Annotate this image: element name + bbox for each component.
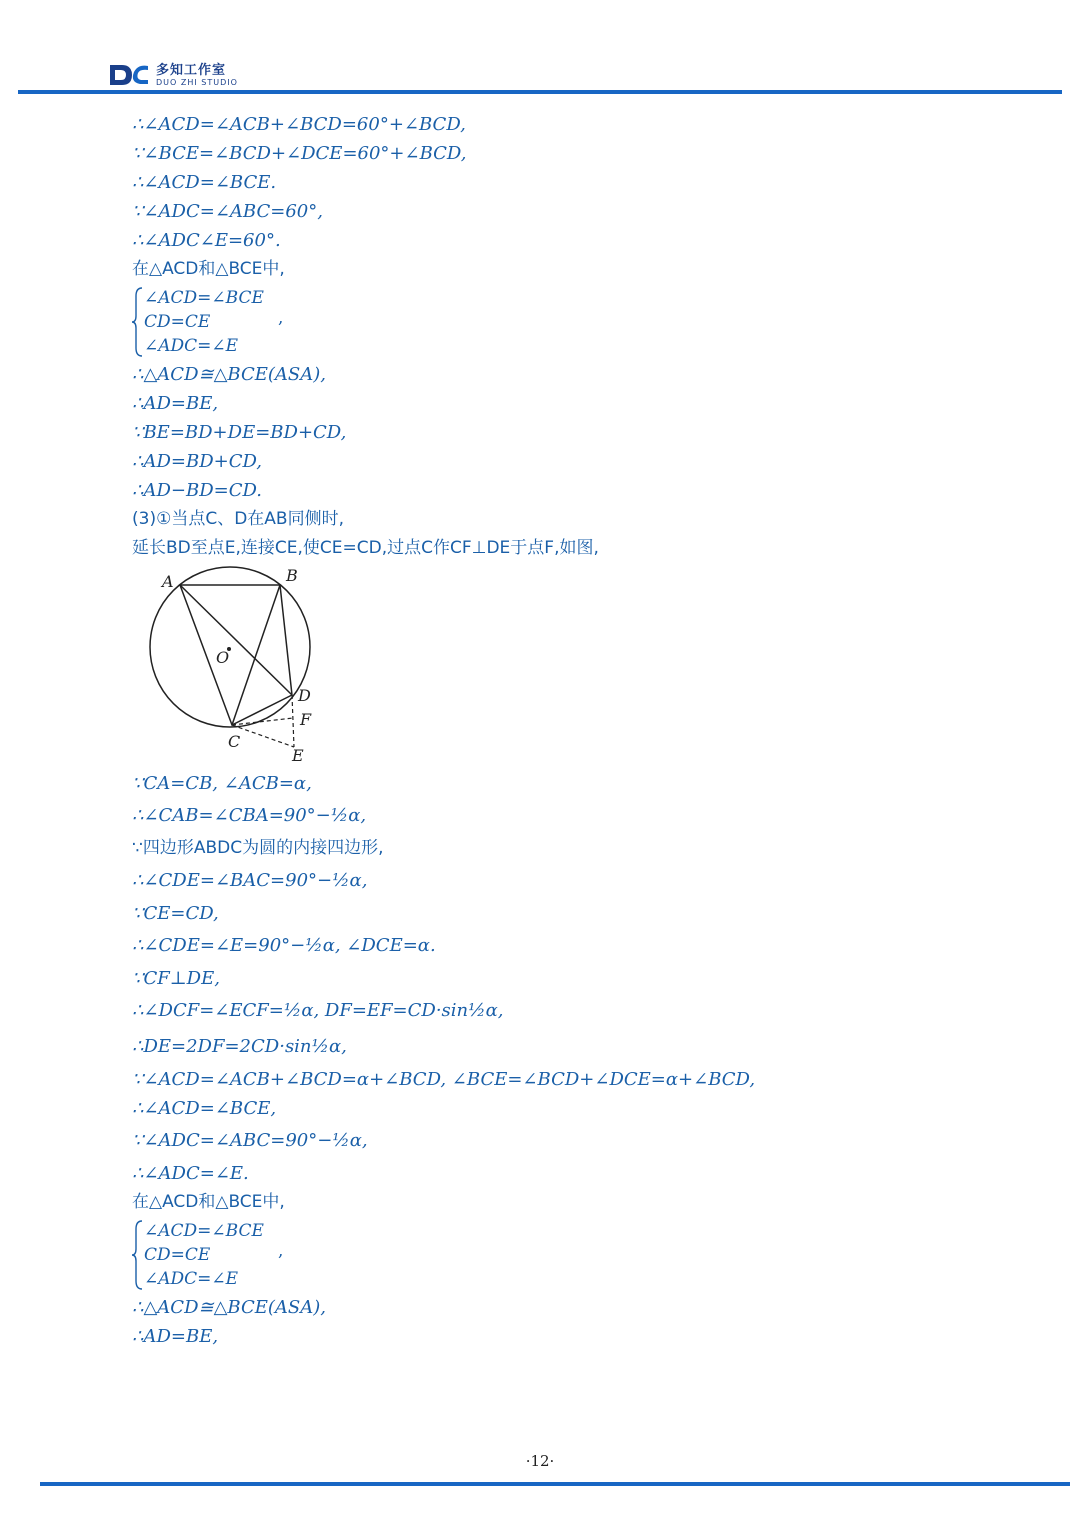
proof-line: ∴△ACD≅△BCE(ASA), [132, 364, 326, 385]
proof-line: 在△ACD和△BCE中, [132, 1192, 285, 1212]
proof-line: ∴DE=2DF=2CD·sin½α, [132, 1036, 347, 1057]
point-label-e: E [292, 746, 304, 765]
point-label-d: D [298, 686, 311, 705]
proof-line: ∴∠ACD=∠BCE. [132, 172, 277, 193]
point-label-f: F [300, 710, 312, 729]
proof-line: ∴∠ACD=∠ACB+∠BCD=60°+∠BCD, [132, 114, 466, 135]
proof-line: ∴∠CDE=∠E=90°−½α, ∠DCE=α. [132, 935, 436, 956]
system-row: ∠ADC=∠E [144, 1269, 239, 1289]
system-comma: , [278, 308, 284, 328]
proof-line: ∵∠BCE=∠BCD+∠DCE=60°+∠BCD, [132, 143, 467, 164]
proof-line: ∴AD=BE, [132, 1326, 219, 1347]
studio-logo [108, 62, 238, 88]
proof-line: ∴∠ACD=∠BCE, [132, 1098, 277, 1119]
left-brace-icon [132, 286, 144, 358]
proof-line: ∴∠CAB=∠CBA=90°−½α, [132, 805, 367, 826]
equation-system-1 [132, 286, 1012, 358]
point-label-b: B [286, 566, 298, 585]
proof-line: ∴AD=BE, [132, 393, 219, 414]
solution-body [132, 110, 1012, 1351]
proof-line: ∵∠ADC=∠ABC=90°−½α, [132, 1130, 368, 1151]
part-heading: (3)①当点C、D在AB同侧时, [132, 509, 344, 529]
proof-line: ∵CE=CD, [132, 903, 219, 924]
logo-english-text: DUO ZHI STUDIO [156, 77, 238, 87]
proof-line: ∴∠ADC∠E=60°. [132, 230, 281, 251]
header-rule [18, 90, 1062, 94]
proof-line: ∵∠ACD=∠ACB+∠BCD=α+∠BCD, ∠BCE=∠BCD+∠DCE=α+∠BCD, [132, 1069, 756, 1090]
construction-line: 延长BD至点E,连接CE,使CE=CD,过点C作CF⊥DE于点F,如图, [132, 538, 599, 558]
proof-line: ∵BE=BD+DE=BD+CD, [132, 422, 347, 443]
geometry-figure [142, 565, 342, 765]
system-row: ∠ADC=∠E [144, 336, 239, 356]
proof-line: ∴△ACD≅△BCE(ASA), [132, 1297, 326, 1318]
system-row: CD=CE [144, 1245, 211, 1265]
proof-line: ∵四边形ABDC为圆的内接四边形, [132, 838, 384, 858]
footer-rule [40, 1482, 1070, 1486]
system-row: ∠ACD=∠BCE [144, 1221, 264, 1241]
proof-line: ∵∠ADC=∠ABC=60°, [132, 201, 323, 222]
proof-line: ∴∠CDE=∠BAC=90°−½α, [132, 870, 368, 891]
page-number: ·12· [525, 1452, 555, 1470]
studio-logo-icon [108, 62, 150, 88]
proof-line: ∴∠DCF=∠ECF=½α, DF=EF=CD·sin½α, [132, 1000, 504, 1021]
page-header [0, 0, 1080, 100]
system-row: ∠ACD=∠BCE [144, 288, 264, 308]
point-label-c: C [228, 732, 241, 751]
system-row: CD=CE [144, 312, 211, 332]
proof-line: 在△ACD和△BCE中, [132, 259, 285, 279]
point-label-o: O [216, 648, 230, 667]
proof-line: ∵CA=CB, ∠ACB=α, [132, 773, 312, 794]
logo-chinese-text: 多知工作室 [156, 62, 227, 78]
left-brace-icon [132, 1219, 144, 1291]
system-comma: , [278, 1241, 284, 1261]
proof-line: ∴AD=BD+CD, [132, 451, 262, 472]
equation-system-2 [132, 1219, 1012, 1291]
proof-line: ∴∠ADC=∠E. [132, 1163, 249, 1184]
circle-diagram [142, 565, 342, 765]
proof-line: ∵CF⊥DE, [132, 968, 220, 989]
point-label-a: A [162, 572, 174, 591]
proof-line: ∴AD−BD=CD. [132, 480, 262, 501]
